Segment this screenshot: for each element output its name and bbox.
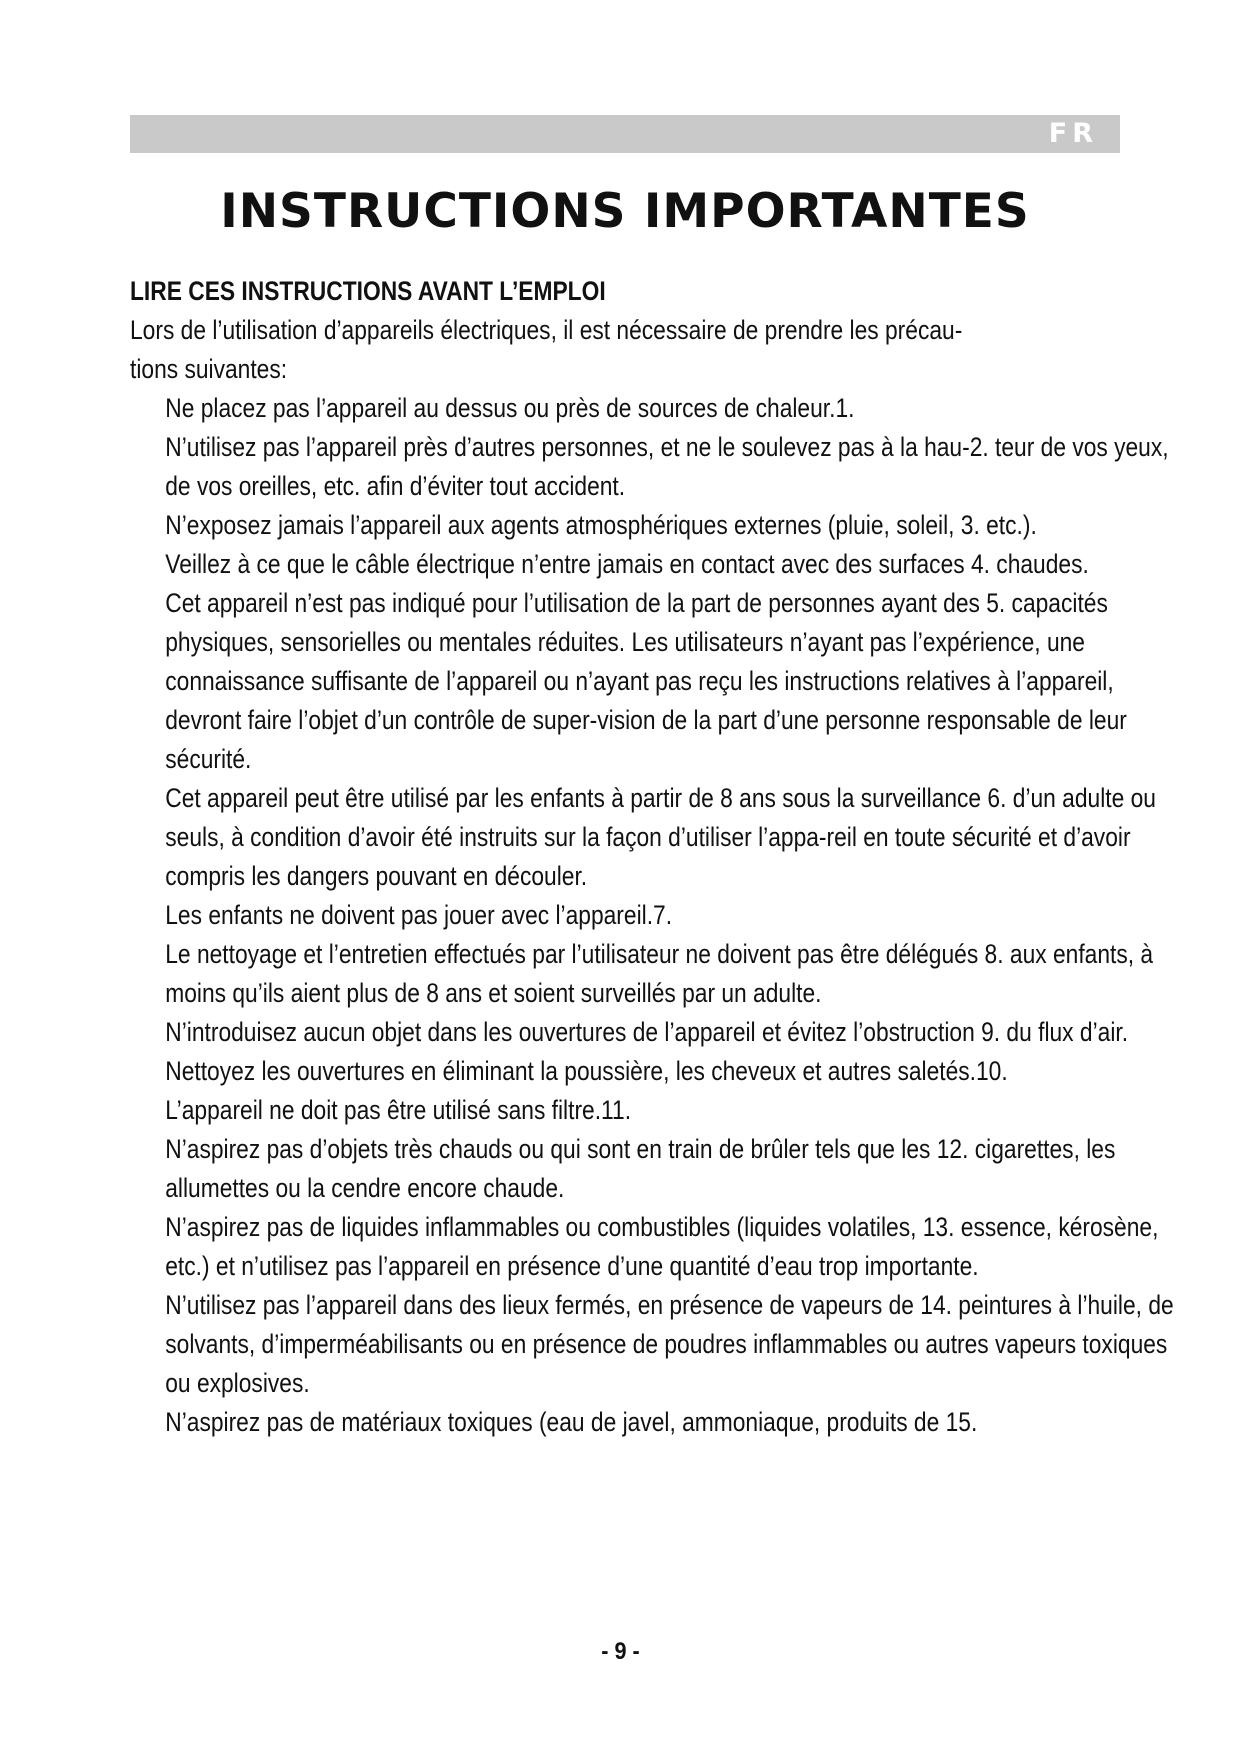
instruction-item-1: Ne placez pas l’appareil au dessus ou près de sources de chaleur.1.	[165, 393, 855, 423]
instruction-item-15: N’aspirez pas de matériaux toxiques (eau de javel, ammoniaque, produits de 15.	[165, 1407, 978, 1437]
instruction-item-2: N’utilisez pas l’appareil près d’autres personnes, et ne le soulevez pas à la hau-2. teur de vos yeux, de vos oreilles, etc. afin d’éviter tout accident.	[165, 432, 1169, 501]
instructions-content	[130, 272, 1174, 1442]
instruction-list	[165, 389, 1188, 1442]
page-number: - 9 -	[601, 1638, 640, 1665]
page-title: INSTRUCTIONS IMPORTANTES	[220, 184, 1030, 239]
instruction-item-11: L’appareil ne doit pas être utilisé sans filtre.11.	[165, 1095, 632, 1125]
language-code: FR	[1048, 118, 1098, 149]
intro-paragraph: Lors de l’utilisation d’appareils électriques, il est nécessaire de prendre les précau-tions suivantes:	[130, 315, 963, 384]
instruction-item-12: N’aspirez pas d’objets très chauds ou qui sont en train de brûler tels que les 12. cigarettes, les allumettes ou la cendre encore chaude.	[165, 1134, 1116, 1203]
instruction-item-13: N’aspirez pas de liquides inflammables ou combustibles (liquides volatiles, 13. essence, kérosène, etc.) et n’utilisez pas l’appareil en présence d’une quantité d’eau trop importante.	[165, 1212, 1159, 1281]
instruction-item-5: Cet appareil n’est pas indiqué pour l’utilisation de la part de personnes ayant des 5. capacités physiques, sensorielles ou mentales réduites. Les utilisateurs n’ayant pas l’expérience, une connaissance suffisante de l’appareil ou n’ayant pas reçu les instructions relatives à l’appareil, devront faire l’objet d’un contrôle de super-vision de la part d’une personne responsable de leur sécurité.	[165, 588, 1127, 774]
instruction-item-10: Nettoyez les ouvertures en éliminant la poussière, les cheveux et autres saletés.10.	[165, 1056, 1008, 1086]
instruction-item-3: N’exposez jamais l’appareil aux agents atmosphériques externes (pluie, soleil, 3. etc.).	[165, 510, 1037, 540]
instruction-item-4: Veillez à ce que le câble électrique n’entre jamais en contact avec des surfaces 4. chaudes.	[165, 549, 1089, 579]
instruction-item-9: N’introduisez aucun objet dans les ouvertures de l’appareil et évitez l’obstruction 9. du flux d’air.	[165, 1017, 1129, 1047]
instruction-item-8: Le nettoyage et l’entretien effectués par l’utilisateur ne doivent pas être délégués 8. aux enfants, à moins qu’ils aient plus de 8 ans et soient surveillés par un adulte.	[165, 939, 1154, 1008]
section-subheading: LIRE CES INSTRUCTIONS AVANT L’EMPLOI	[130, 276, 606, 306]
instruction-item-14: N’utilisez pas l’appareil dans des lieux fermés, en présence de vapeurs de 14. peintures à l’huile, de solvants, d’imperméabilisants ou en présence de poudres inflammables ou autres vapeurs toxiques ou explosives.	[165, 1290, 1174, 1398]
instruction-item-7: Les enfants ne doivent pas jouer avec l’appareil.7.	[165, 900, 673, 930]
language-header-bar	[130, 115, 1120, 153]
instruction-item-6: Cet appareil peut être utilisé par les enfants à partir de 8 ans sous la surveillance 6. d’un adulte ou seuls, à condition d’avoir été instruits sur la façon d’utiliser l’appa-reil en toute sécurité et d’avoir compris les dangers pouvant en découler.	[165, 783, 1156, 891]
